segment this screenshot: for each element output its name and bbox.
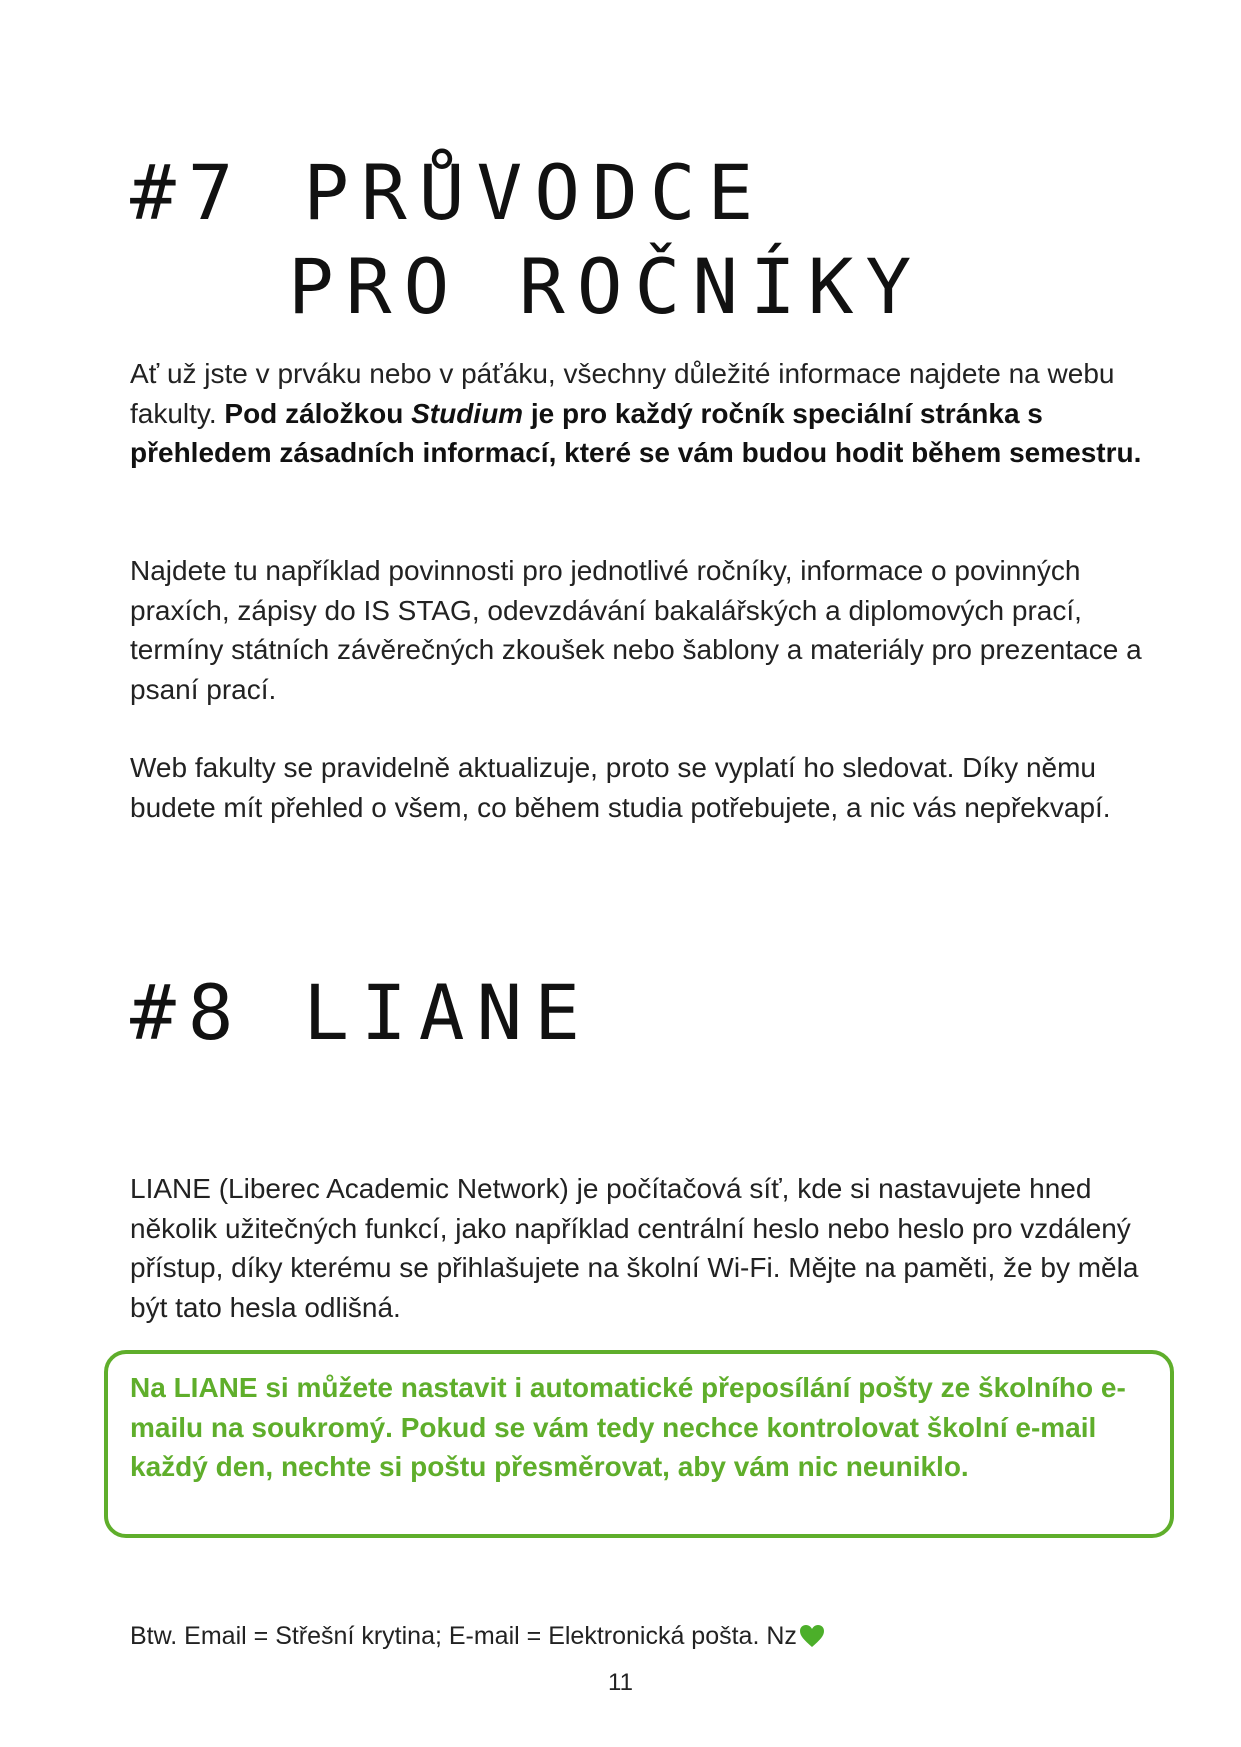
intro-text: Ať už jste v prváku nebo v páťáku, všechny důležité informace najdete na webu fakulty. — [130, 358, 1115, 429]
green-heart-icon — [799, 1624, 825, 1656]
section-7-heading-line-2: PRO ROČNÍKY — [288, 242, 924, 331]
section-8-liane-paragraph: LIANE (Liberec Academic Network) je počítačová síť, kde si nastavujete hned několik užitečných funkcí, jako například centrální heslo nebo heslo pro vzdálený přístup, díky kterému se přihlašujete na školní Wi-Fi. Mějte na paměti, že by měla být tato hesla odlišná. — [130, 1173, 1139, 1323]
intro-bold-part-1: Pod záložkou — [224, 397, 412, 429]
email-forwarding-callout-box — [104, 1350, 1174, 1538]
intro-bold-text — [130, 398, 1141, 469]
section-7-heading-line-1: #7 PRŮVODCE — [130, 148, 766, 237]
section-7-web-paragraph: Web fakulty se pravidelně aktualizuje, proto se vyplatí ho sledovat. Díky němu budete mít přehled o všem, co během studia potřebujete, a nic vás nepřekvapí. — [130, 752, 1111, 823]
section-8-heading — [130, 966, 592, 1060]
studium-tab-name: Studium — [411, 397, 524, 429]
section-7-heading — [130, 146, 923, 334]
section-7-intro-paragraph — [130, 354, 1170, 473]
note-text: Btw. Email = Střešní krytina; E-mail = Elektronická pošta. Nz — [130, 1622, 797, 1650]
page-number: 11 — [608, 1669, 633, 1696]
section-8-heading-text: #8 LIANE — [130, 968, 593, 1057]
callout-text: Na LIANE si můžete nastavit i automatické přeposílání pošty ze školního e-mailu na soukromý. Pokud se vám tedy nechce kontrolovat školní e-mail každý den, nechte si poštu přesměrovat, aby vám nic neuniklo. — [130, 1372, 1126, 1482]
section-7-details-paragraph: Najdete tu například povinnosti pro jednotlivé ročníky, informace o povinných praxích, zápisy do IS STAG, odevzdávání bakalářských a diplomových prací, termíny státních závěrečných zkoušek nebo šablony a materiály pro prezentace a psaní prací. — [130, 555, 1142, 705]
email-joke-note — [130, 1620, 825, 1656]
intro-bold-part-2: je pro každý ročník speciální stránka s přehledem zásadních informací, které se vám budou hodit během semestru. — [130, 397, 1142, 468]
